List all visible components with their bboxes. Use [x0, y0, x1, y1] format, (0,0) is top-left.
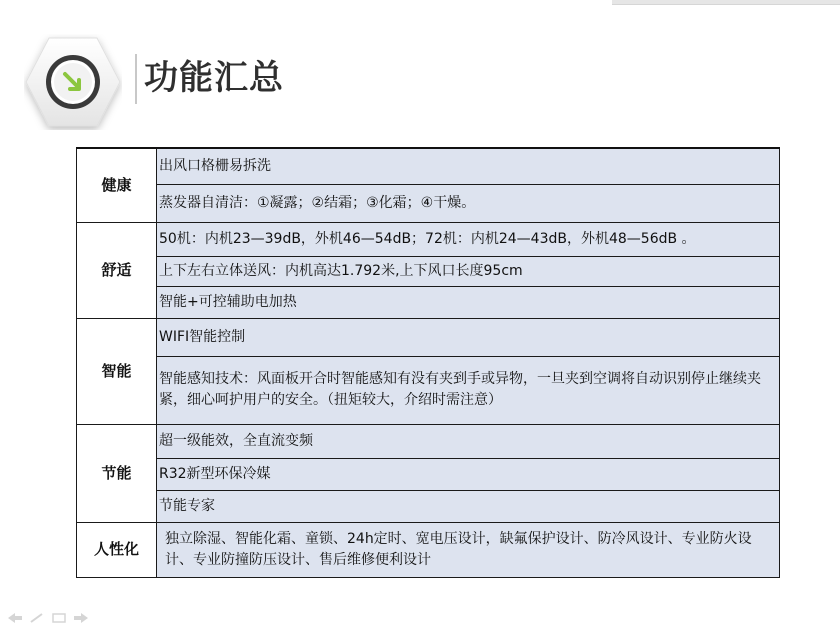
table-row [77, 522, 780, 577]
table-row [77, 148, 780, 184]
feature-item: 超一级能效，全直流变频 [157, 424, 780, 458]
category-comfort: 舒适 [77, 222, 157, 318]
feature-item: 50机：内机23—39dB，外机46—54dB；72机：内机24—43dB，外机48—56dB 。 [157, 222, 780, 256]
feature-item: 智能+可控辅助电加热 [157, 286, 780, 318]
title-divider [135, 54, 137, 104]
page-title: 功能汇总 [144, 58, 284, 98]
menu-icon[interactable] [52, 608, 66, 618]
feature-item: 上下左右立体送风：内机高达1.792米,上下风口长度95cm [157, 256, 780, 286]
table-row [77, 184, 780, 222]
table-row [77, 424, 780, 458]
feature-item: 智能感知技术：风面板开合时智能感知有没有夹到手或异物，一旦夹到空调将自动识别停止继续夹紧，细心呵护用户的安全。（扭矩较大，介绍时需注意） [157, 356, 780, 424]
category-health: 健康 [77, 148, 157, 222]
prev-slide-icon[interactable] [8, 608, 22, 618]
next-slide-icon[interactable] [74, 608, 88, 618]
feature-item: 出风口格栅易拆洗 [157, 148, 780, 184]
window-top-bar [612, 0, 840, 5]
pen-icon[interactable] [30, 608, 44, 618]
table-row [77, 356, 780, 424]
feature-item: 节能专家 [157, 490, 780, 522]
table-row [77, 458, 780, 490]
category-humanized: 人性化 [77, 522, 157, 577]
table-row [77, 256, 780, 286]
table-row [77, 222, 780, 256]
feature-item: 独立除湿、智能化霜、童锁、24h定时、宽电压设计，缺氟保护设计、防冷风设计、专业防火设计、专业防撞防压设计、售后维修便利设计 [157, 522, 780, 577]
table-row [77, 286, 780, 318]
table-row [77, 490, 780, 522]
feature-item: R32新型环保冷媒 [157, 458, 780, 490]
table-row [77, 318, 780, 356]
slide-nav-toolbar [8, 606, 88, 620]
category-energy: 节能 [77, 424, 157, 522]
feature-item: WIFI智能控制 [157, 318, 780, 356]
feature-summary-table [76, 147, 780, 578]
hexagon-clock-arrow-icon [24, 34, 122, 130]
category-smart: 智能 [77, 318, 157, 424]
feature-item: 蒸发器自清洁：①凝露；②结霜；③化霜；④干燥。 [157, 184, 780, 222]
